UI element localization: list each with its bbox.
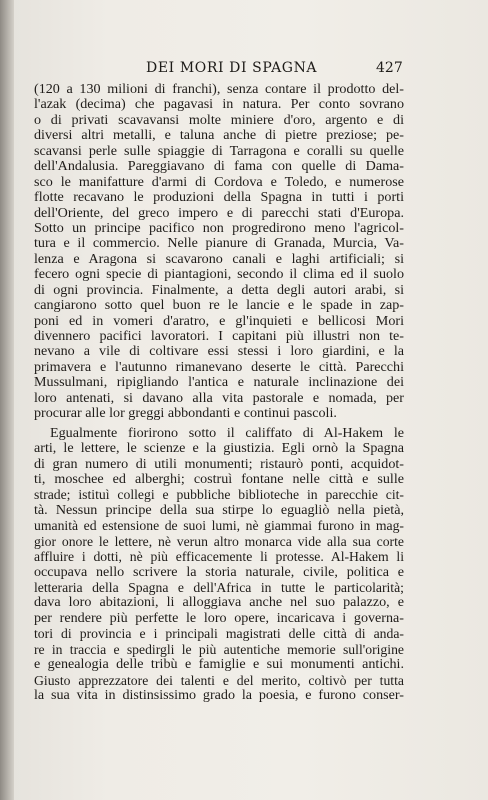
text-line: procurar alle lor greggi abbondanti e continui pascoli.: [34, 405, 337, 422]
page-gutter-shadow: [0, 0, 14, 800]
text-line: dell'Andalusia. Pareggiavano di fama con quelle di Dama-: [34, 158, 404, 175]
text-line: letteraria della Spagna e dell'Africa in tutte le particolarità;: [34, 580, 404, 595]
text-line: Mussulmani, ripigliando l'antica e naturale inclinazione dei: [34, 374, 404, 391]
text-line: Sotto un principe pacifico non progredirono meno l'agricol-: [34, 219, 404, 236]
page-header: [34, 60, 404, 80]
text-line: lenza e Aragona si scavarono canali e laghi artificiali; si: [34, 250, 404, 267]
text-line: dell'Oriente, del greco impero e di parecchi stati d'Europa.: [34, 204, 404, 221]
paragraph-1: [34, 82, 404, 422]
body-text: [34, 82, 404, 704]
text-line: tura e il commercio. Nelle pianure di Granada, Murcia, Va-: [34, 235, 404, 252]
text-line: o di privati scavavansi molte miniere d'oro, argento e di: [34, 111, 404, 128]
text-line: tori di provincia e i principali magistrati delle città di anda-: [34, 626, 404, 642]
page-number: 427: [376, 60, 403, 76]
text-line: di ogni provincia. Finalmente, a detta degli autori arabi, si: [34, 281, 404, 298]
text-line: ti, moschee ed alberghi; costruì fontane nelle città e sulle: [34, 470, 404, 487]
text-line: umanità ed estensione de suoi lumi, nè giammai furono in mag-: [34, 518, 404, 534]
text-line: la sua vita in distinsissimo grado la poesia, e furono conser-: [34, 687, 404, 704]
text-line: e genealogia delle tribù e famiglie e sui monumenti antichi.: [34, 656, 404, 673]
text-line: Egualmente fiorirono sotto il califfato di Al-Hakem le: [50, 424, 404, 441]
text-line: re in traccia e spedirgli le più autentiche memorie sull'origine: [34, 641, 404, 657]
text-line: per rendere più perfette le loro opere, incaricava i governa-: [34, 609, 404, 626]
text-line: divennero pacifici lavoratori. I capitani più illustri non te-: [34, 328, 404, 344]
text-line: primavera e l'autunno rimanevano deserte le città. Parecchi: [34, 358, 404, 375]
text-line: nevano a vile di coltivare essi stessi i loro giardini, e la: [34, 343, 404, 360]
text-line: tà. Nessun principe della sua stirpe lo eguagliò nella pietà,: [34, 501, 404, 518]
text-line: di gran numero di utili monumenti; ristaurò ponti, acquidot-: [34, 455, 404, 472]
text-line: cangiarono sotto quel buon re le lancie e le spade in zap-: [34, 297, 404, 314]
text-line: strade; istituì collegi e pubbliche biblioteche in parecchie cit-: [34, 487, 404, 503]
text-line: fecero ogni specie di piantagioni, secondo il clima ed il suolo: [34, 266, 404, 283]
text-line: l'azak (decima) che pagavasi in natura. Per conto sovrano: [34, 96, 404, 113]
text-line: diversi altri metalli, e taluna anche di pietre preziose; pe-: [34, 127, 404, 144]
text-line: gior onore le lettere, nè verun altro monarca vide alla sua corte: [34, 533, 404, 549]
text-line: loro antenati, si davano alla vita pastorale e nomada, per: [34, 389, 404, 406]
text-line: poni ed in vomeri d'aratro, e gl'inquieti e bellicosi Mori: [34, 312, 404, 329]
text-line: sco le manifatture d'armi di Cordova e Toledo, e numerose: [34, 173, 404, 190]
text-line: flotte recavano le produzioni della Spagna in tutti i porti: [34, 189, 404, 206]
text-line: occupava nello scrivere la storia naturale, civile, politica e: [34, 563, 404, 580]
text-line: arti, le lettere, le scienze e la giustizia. Egli ornò la Spagna: [34, 440, 404, 457]
text-line: dava loro abitazioni, li alloggiava anche nel suo palazzo, e: [34, 594, 404, 611]
text-line: Giusto apprezzatore dei talenti e del merito, coltivò per tutta: [34, 672, 404, 688]
text-line: (120 a 130 milioni di franchi), senza contare il prodotto del-: [34, 81, 404, 97]
running-title: DEI MORI DI SPAGNA: [146, 60, 318, 76]
paragraph-2: [34, 426, 404, 704]
text-line: scavansi perle sulle spiaggie di Tarragona e coralli su quelle: [34, 142, 404, 159]
text-line: affluire i dotti, nè più efficacemente li protesse. Al-Hakem li: [34, 549, 404, 565]
book-page: [14, 0, 488, 800]
